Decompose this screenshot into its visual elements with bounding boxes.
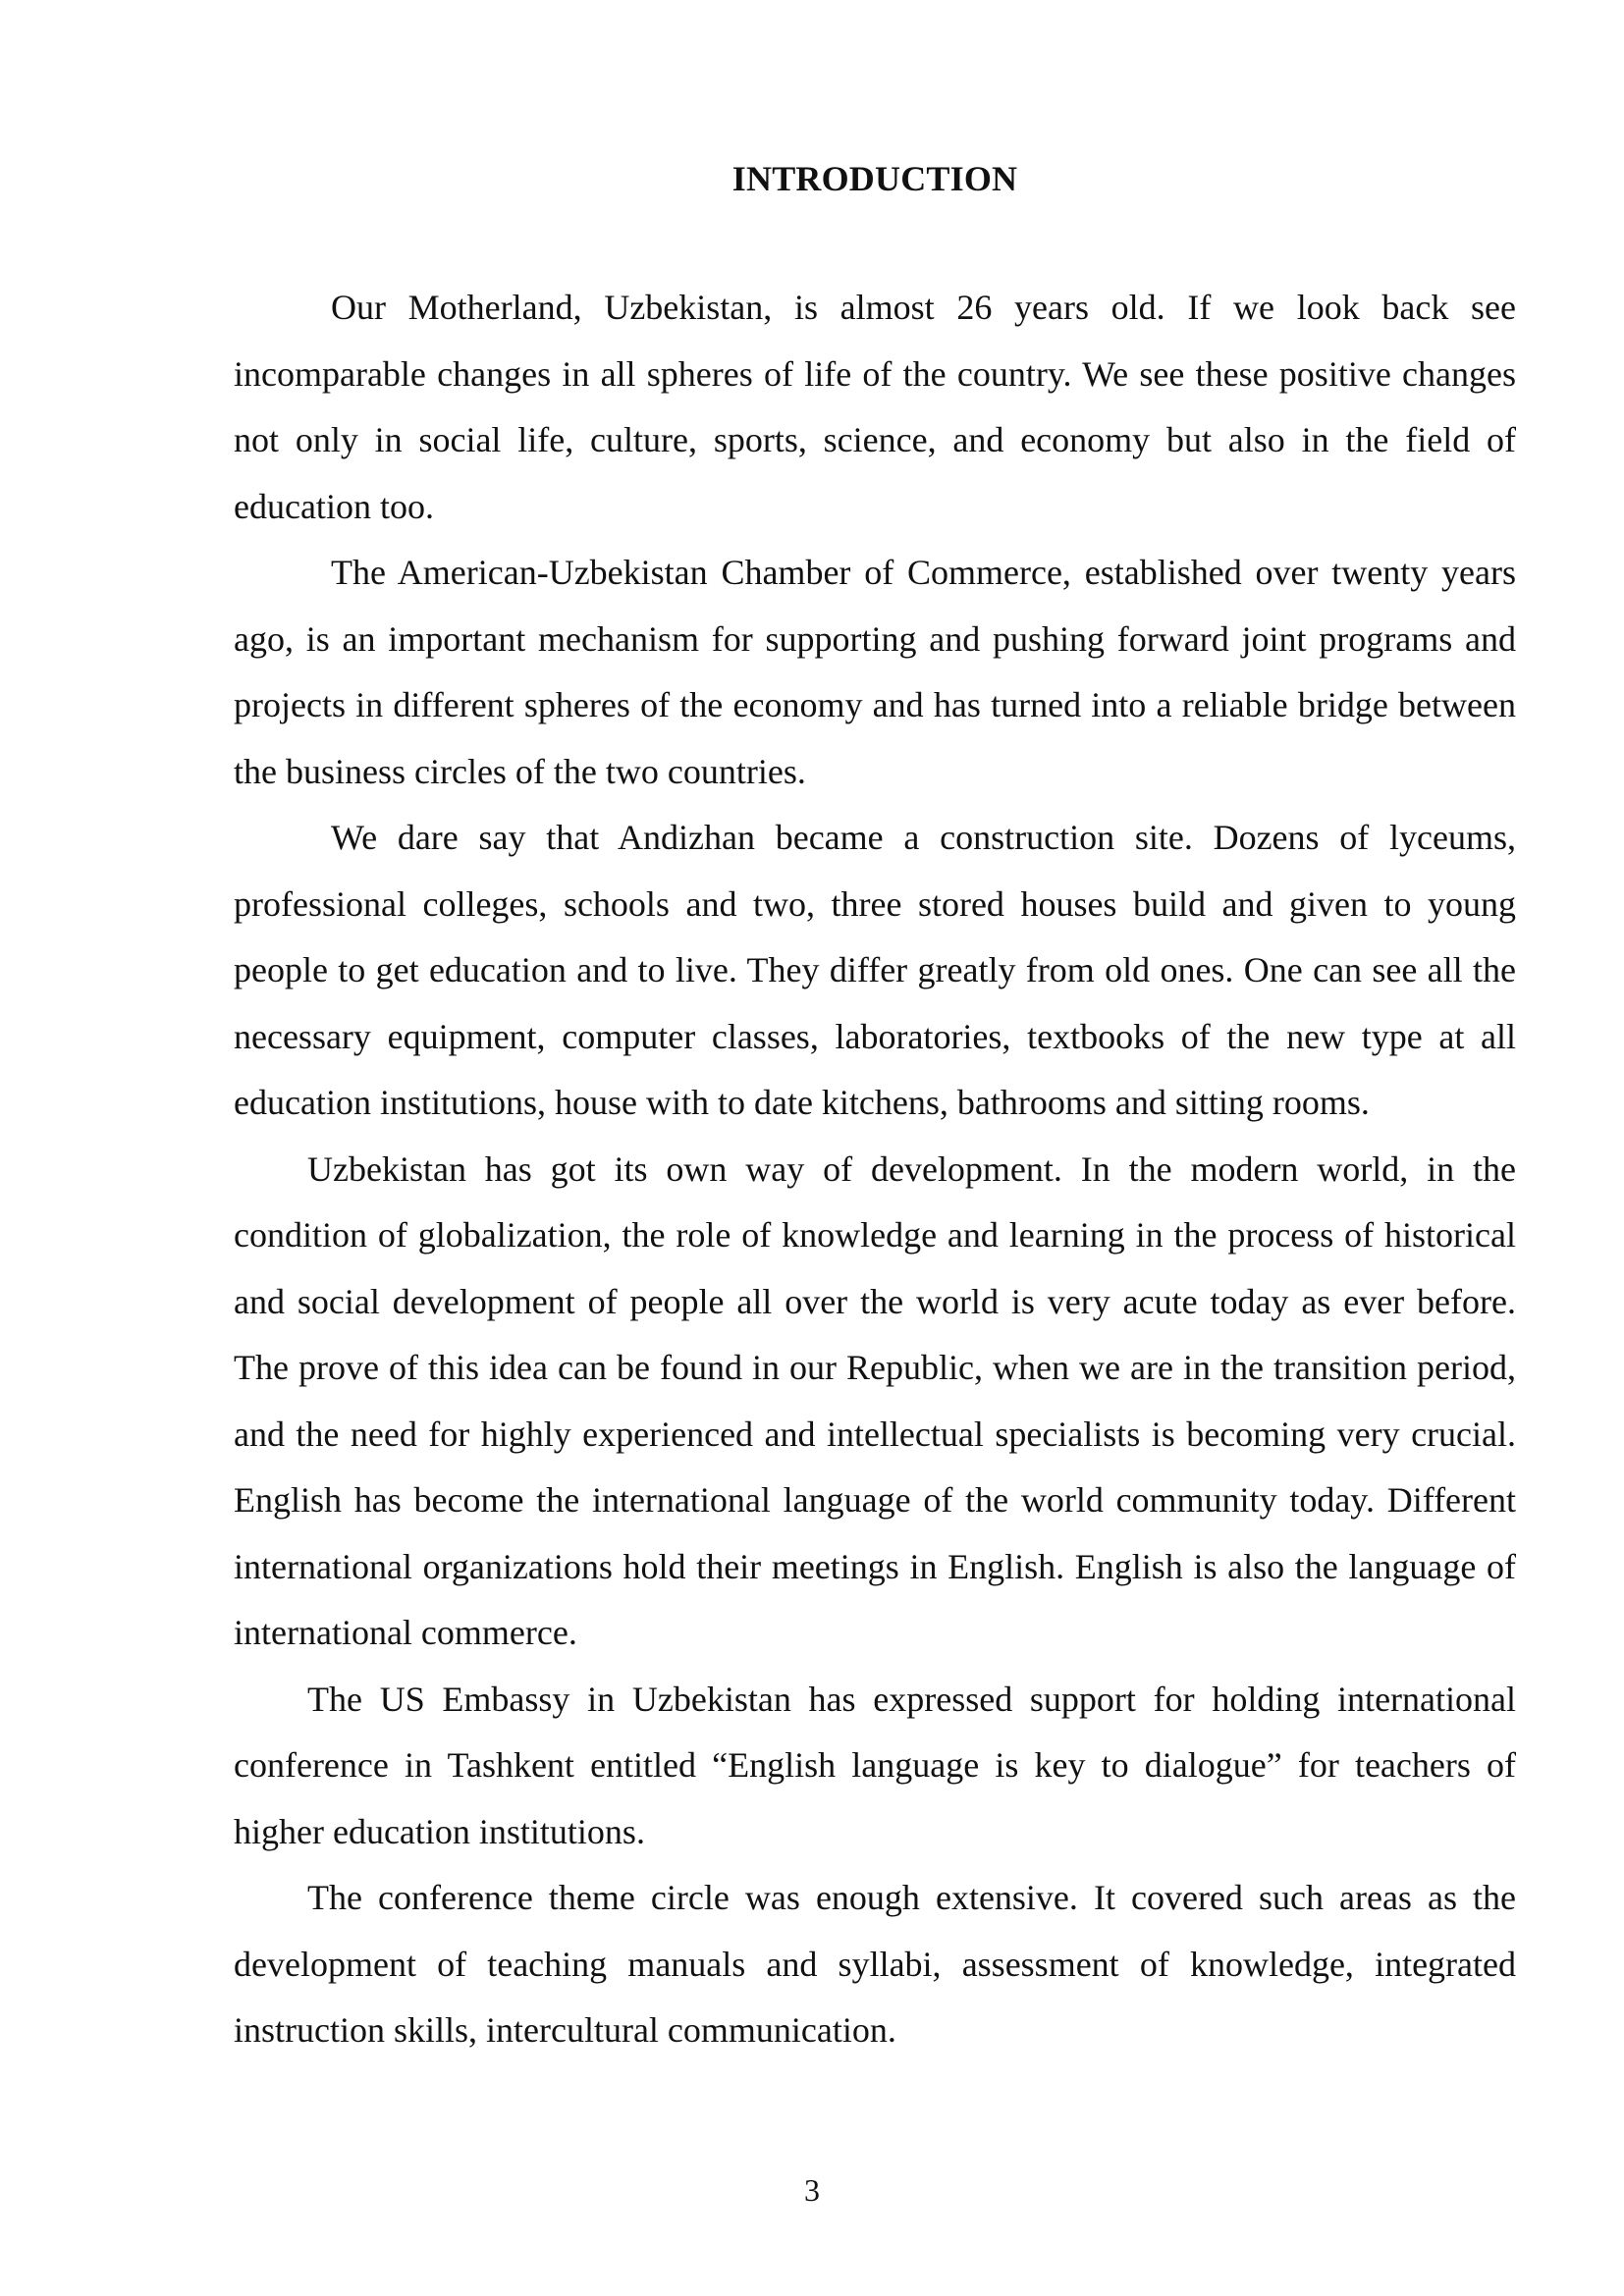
paragraph-motherland: Our Motherland, Uzbekistan, is almost 26 years old. If we look back see incomparable changes in all spheres of life of the country. We see these positive changes not only in social life, culture, sports, science, and economy but also in the field of education too. — [234, 288, 1516, 526]
paragraph-conference-theme: The conference theme circle was enough extensive. It covered such areas as the development of teaching manuals and syllabi, assessment of knowledge, integrated instruction skills, intercultural communication. — [234, 1878, 1516, 2050]
page-title: INTRODUCTION — [731, 159, 1018, 198]
page-number: 3 — [804, 2172, 820, 2208]
document-page — [234, 155, 1516, 2064]
paragraph-development: Uzbekistan has got its own way of development. In the modern world, in the condition of globalization, the role of knowledge and learning in the process of historical and social development of people all over the world is very acute today as ever before. The prove of this idea can be found in our Republic, when we are in the transition period, and the need for highly experienced and intellectual specialists is becoming very crucial. English has become the international language of the world community today. Different international organizations hold their meetings in English. English is also the language of international commerce. — [234, 1148, 1516, 1652]
paragraph-chamber-of-commerce: The American-Uzbekistan Chamber of Commerce, established over twenty years ago, is an important mechanism for supporting and pushing forward joint programs and projects in different spheres of the economy and has turned into a reliable bridge between the business circles of the two countries. — [234, 553, 1516, 791]
paragraph-us-embassy: The US Embassy in Uzbekistan has expressed support for holding international conference in Tashkent entitled “English language is key to dialogue” for teachers of higher education institutions. — [234, 1679, 1516, 1851]
paragraph-andizhan: We dare say that Andizhan became a construction site. Dozens of lyceums, professional colleges, schools and two, three stored houses build and given to young people to get education and to live. They differ greatly from old ones. One can see all the necessary equipment, computer classes, laboratories, textbooks of the new type at all education institutions, house with to date kitchens, bathrooms and sitting rooms. — [234, 818, 1516, 1122]
